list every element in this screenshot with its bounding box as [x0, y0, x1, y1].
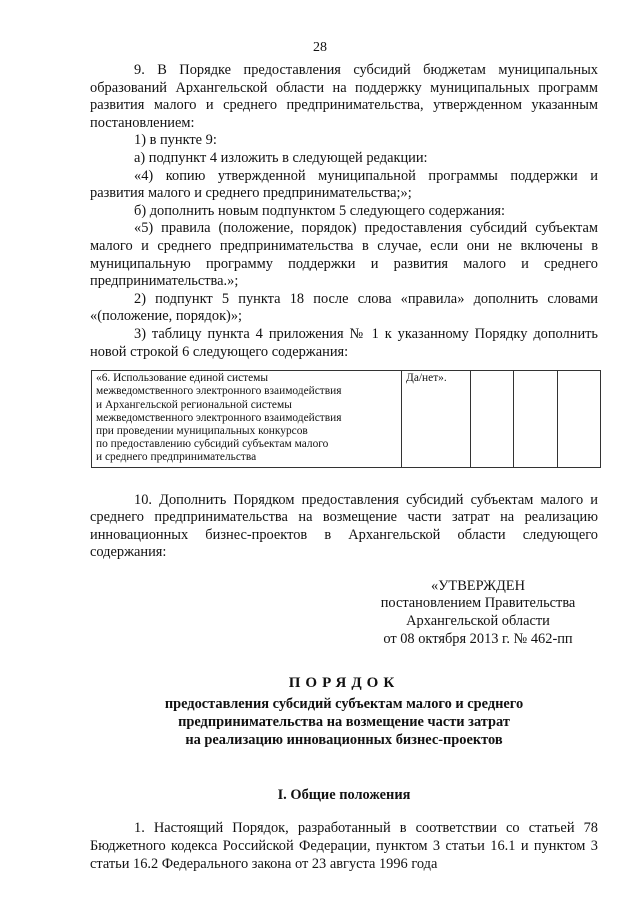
item-a-text: «4) копию утвержденной муниципальной программы поддержки и развития малого и среднего предпринимательства;»;	[90, 167, 598, 202]
document-body	[90, 62, 598, 873]
cell-line: и Архангельской региональной системы	[96, 398, 292, 411]
subtitle-line: предоставления субсидий субъектам малого и среднего	[164, 695, 524, 712]
subtitle-line: предпринимательства на возмещение части затрат	[178, 713, 510, 730]
table-cell-value: Да/нет».	[402, 371, 471, 467]
cell-line: и среднего предпринимательства	[96, 451, 257, 464]
approval-block	[378, 578, 578, 648]
table-cell-description	[92, 371, 402, 467]
approval-line: Архангельской области	[406, 613, 550, 630]
item-3: 3) таблицу пункта 4 приложения № 1 к указанному Порядку дополнить новой строкой 6 следующего содержания:	[90, 325, 598, 360]
approval-line: постановлением Правительства	[380, 595, 576, 612]
subtitle-line: на реализацию инновационных бизнес-проектов	[185, 731, 503, 748]
approval-line: «УТВЕРЖДЕН	[431, 577, 525, 594]
item-b-text: «5) правила (положение, порядок) предоставления субсидий субъектам малого и среднего предпринимательства в случае, если они не включены в муниципальную программу поддержки и развития малого и среднего предпринимательства.»;	[90, 220, 598, 290]
section-heading: I. Общие положения	[277, 786, 411, 803]
table-cell-empty	[470, 371, 513, 467]
document-title: ПОРЯДОК	[288, 675, 400, 692]
cell-line: при проведении муниципальных конкурсов	[96, 424, 308, 437]
table-row	[92, 371, 601, 467]
document-subtitle	[90, 695, 598, 749]
table-cell-empty	[557, 371, 600, 467]
paragraph-1: 1. Настоящий Порядок, разработанный в соответствии со статьей 78 Бюджетного кодекса Российской Федерации, пунктом 3 статьи 16.1 и пунктом 3 статьи 16.2 Федерального закона от 23 августа 1996 года	[90, 820, 598, 872]
cell-line: по предоставлению субсидий субъектам малого	[96, 438, 329, 451]
item-2: 2) подпункт 5 пункта 18 после слова «правила» дополнить словами «(положение, порядок)»;	[90, 290, 598, 325]
item-b: б) дополнить новым подпунктом 5 следующего содержания:	[134, 202, 506, 219]
cell-line: межведомственного электронного взаимодействия	[96, 411, 342, 424]
item-a: а) подпункт 4 изложить в следующей редакции:	[134, 149, 428, 166]
paragraph-9: 9. В Порядке предоставления субсидий бюджетам муниципальных образований Архангельской области на поддержку муниципальных программ развития малого и среднего предпринимательства, утвержденном указанным постановлением:	[90, 62, 598, 131]
inserted-table	[91, 370, 601, 467]
approval-line: от 08 октября 2013 г. № 462-пп	[383, 630, 573, 647]
cell-line: «6. Использование единой системы	[96, 372, 269, 385]
page-number: 28	[313, 40, 327, 55]
paragraph-10: 10. Дополнить Порядком предоставления субсидий субъектам малого и среднего предпринимательства на возмещение части затрат на реализацию инновационных бизнес-проектов в Архангельской области следующего содержания:	[90, 491, 598, 561]
item-1: 1) в пункте 9:	[134, 132, 217, 149]
table-cell-empty	[514, 371, 557, 467]
cell-line: межведомственного электронного взаимодействия	[96, 385, 342, 398]
